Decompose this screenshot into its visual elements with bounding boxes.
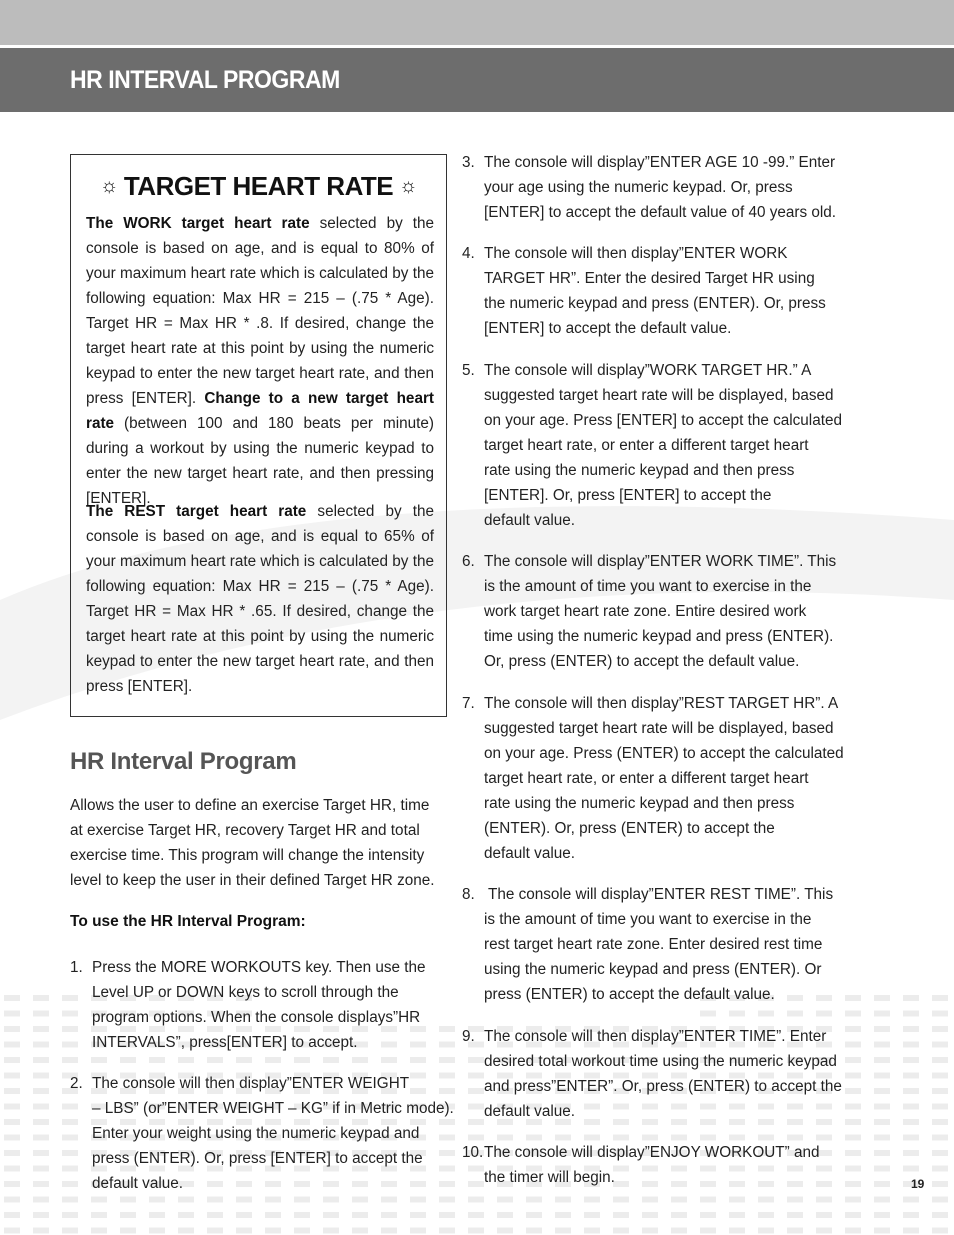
page-header-title: HR INTERVAL PROGRAM (70, 66, 340, 94)
step-line: program options. When the console displays”HR (92, 1009, 421, 1026)
step-line: is the amount of time you want to exercise in the (484, 911, 812, 928)
step-number: 4. (462, 245, 475, 262)
step-line: on your age. Press (ENTER) to accept the calculated (484, 745, 844, 762)
step-line: The console will then display”ENTER TIME”. Enter (484, 1028, 827, 1045)
page-number: 19 (911, 1177, 925, 1191)
step-line: suggested target heart rate will be displayed, based (484, 387, 834, 404)
step-line: default value. (484, 845, 575, 862)
step-number: 5. (462, 362, 475, 379)
top-gray-band (0, 0, 954, 45)
step-number: 10. (462, 1144, 484, 1161)
step-number: 7. (462, 695, 475, 712)
step-line: time using the numeric keypad and press (ENTER). (484, 628, 834, 645)
target-heart-rate-callout (70, 154, 447, 717)
change-target-bold: Change to a new target heart rate (86, 390, 434, 432)
step-line: The console will then display”ENTER WEIGHT (92, 1075, 410, 1092)
instruction-step (462, 882, 854, 1007)
step-line: – LBS” (or”ENTER WEIGHT – KG” if in Metric mode). (92, 1100, 454, 1117)
step-line: the numeric keypad and press (ENTER). Or, press (484, 295, 826, 312)
step-number: 1. (70, 959, 83, 976)
step-line: [ENTER]. Or, press [ENTER] to accept the (484, 487, 772, 504)
step-line: The console will display”ENTER REST TIME”. This (484, 886, 834, 903)
step-line: and press”ENTER”. Or, press (ENTER) to accept the (484, 1078, 842, 1095)
section-heading: HR Interval Program (70, 748, 297, 775)
step-number: 3. (462, 154, 475, 171)
work-target-text: selected by the console is based on age, and is equal to 80% of your maximum heart rate which is calculated by the following equation: Max HR = 215 – (.75 * Age). Target HR = Max HR * .8. If desired, change the target heart rate at this point by using the numeric keypad to enter the new target heart rate, and then press [ENTER]. (86, 215, 434, 407)
step-line: default value. (484, 1103, 575, 1120)
step-line: (ENTER). Or, press (ENTER) to accept the (484, 820, 775, 837)
step-line: The console will display”ENTER AGE 10 -99.” Enter (484, 154, 836, 171)
step-line: press (ENTER) to accept the default value. (484, 986, 775, 1003)
step-text (484, 1140, 820, 1190)
step-text (484, 691, 844, 866)
instruction-step (70, 1071, 460, 1196)
step-text (484, 882, 833, 1007)
step-line: using the numeric keypad and press (ENTER). Or (484, 961, 822, 978)
step-line: The console will display”ENTER WORK TIME”. This (484, 553, 837, 570)
change-target-text: (between 100 and 180 beats per minute) during a workout by using the numeric keypad to enter the new target heart rate, and then pressing [ENTER]. (86, 415, 434, 507)
sun-icon: ☼ (100, 175, 118, 197)
step-line: default value. (484, 512, 575, 529)
step-line: Level UP or DOWN keys to scroll through the (92, 984, 399, 1001)
step-line: rate using the numeric keypad and then press (484, 795, 795, 812)
instruction-step (462, 1140, 854, 1190)
step-text (484, 549, 836, 674)
instruction-step (462, 549, 854, 674)
step-line: is the amount of time you want to exercise in the (484, 578, 812, 595)
step-number: 6. (462, 553, 475, 570)
instructions-heading: To use the HR Interval Program: (70, 913, 306, 930)
work-target-paragraph (86, 211, 434, 511)
step-line: INTERVALS”, press[ENTER] to accept. (92, 1034, 358, 1051)
rest-target-bold: The REST target heart rate (86, 503, 307, 520)
step-line: desired total workout time using the numeric keypad (484, 1053, 837, 1070)
step-text (92, 1071, 454, 1196)
instruction-step (462, 150, 854, 225)
step-number: 2. (70, 1075, 83, 1092)
step-line: Enter your weight using the numeric keypad and (92, 1125, 420, 1142)
step-line: work target heart rate zone. Entire desired work (484, 603, 807, 620)
step-line: default value. (92, 1175, 183, 1192)
work-target-bold: The WORK target heart rate (86, 215, 310, 232)
instruction-step (462, 691, 854, 866)
instruction-step (462, 1024, 854, 1124)
step-line: press (ENTER). Or, press [ENTER] to accept the (92, 1150, 423, 1167)
step-line: The console will display”WORK TARGET HR.” A (484, 362, 812, 379)
instruction-step (462, 241, 854, 341)
callout-title-text: TARGET HEART RATE (123, 171, 394, 201)
step-line: rate using the numeric keypad and then press (484, 462, 795, 479)
step-line: Press the MORE WORKOUTS key. Then use the (92, 959, 426, 976)
step-line: your age using the numeric keypad. Or, press (484, 179, 793, 196)
step-line: target heart rate, or enter a different target heart (484, 770, 809, 787)
step-text (484, 241, 826, 341)
step-line: The console will display”ENJOY WORKOUT” and (484, 1144, 820, 1161)
step-line: target heart rate, or enter a different target heart (484, 437, 809, 454)
program-intro: Allows the user to define an exercise Target HR, time at exercise Target HR, recovery Target HR and total exercise time. This program will change the intensity level to keep the user in their defined Target HR zone. (70, 797, 435, 889)
step-line: The console will then display”ENTER WORK (484, 245, 788, 262)
step-number: 9. (462, 1028, 475, 1045)
rest-target-text: selected by the console is based on age, and is equal to 65% of your maximum heart rate which is calculated by the following equation: Max HR = 215 – (.75 * Age). Target HR = Max HR * .65. If desired, change the target heart rate at this point by using the numeric keypad to enter the new target heart rate, and then press [ENTER]. (86, 503, 434, 695)
step-line: The console will then display”REST TARGET HR”. A (484, 695, 839, 712)
step-line: on your age. Press [ENTER] to accept the calculated (484, 412, 842, 429)
step-line: suggested target heart rate will be displayed, based (484, 720, 834, 737)
step-line: Or, press (ENTER) to accept the default value. (484, 653, 800, 670)
step-line: [ENTER] to accept the default value. (484, 320, 732, 337)
step-line: TARGET HR”. Enter the desired Target HR using (484, 270, 815, 287)
step-line: the timer will begin. (484, 1169, 615, 1186)
step-line: rest target heart rate zone. Enter desired rest time (484, 936, 823, 953)
step-text (484, 358, 842, 533)
step-text (484, 1024, 842, 1124)
sun-icon: ☼ (399, 175, 417, 197)
rest-target-paragraph (86, 499, 434, 699)
step-number: 8. (462, 886, 475, 903)
step-text (484, 150, 836, 225)
instruction-step (462, 358, 854, 533)
step-line: [ENTER] to accept the default value of 40 years old. (484, 204, 837, 221)
instruction-step (70, 955, 460, 1055)
step-text (92, 955, 426, 1055)
callout-title (71, 171, 446, 202)
